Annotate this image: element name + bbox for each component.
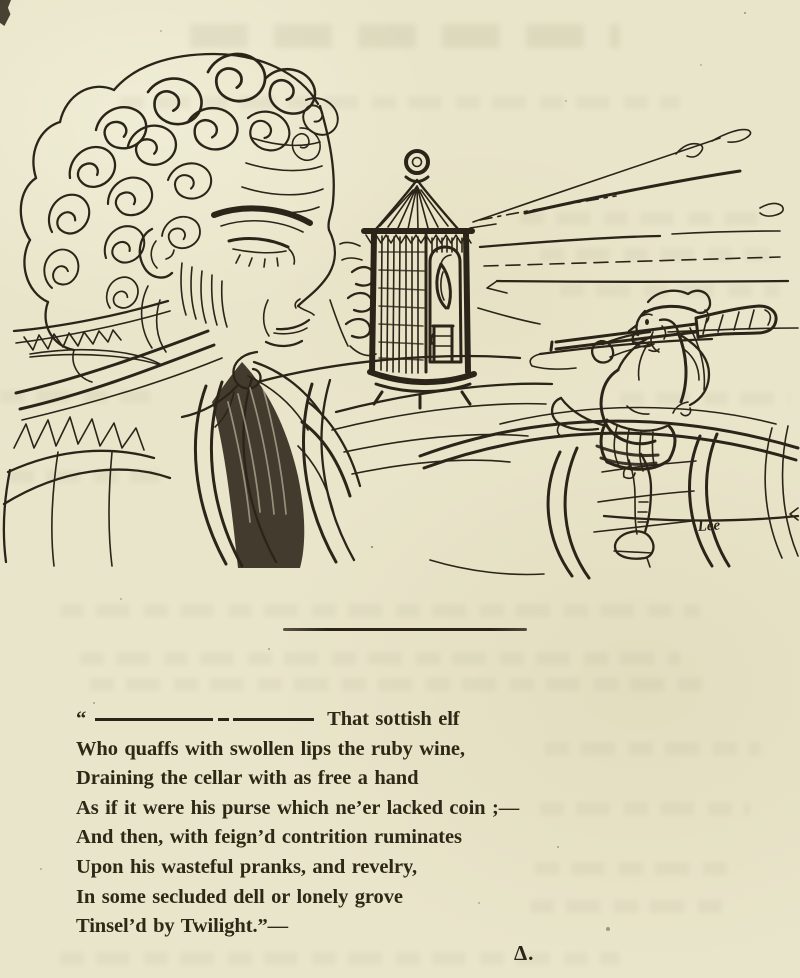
bleedthrough-smudge bbox=[530, 900, 730, 913]
man-eye bbox=[229, 239, 288, 247]
lantern-ring bbox=[406, 151, 428, 173]
man-ear bbox=[140, 229, 172, 278]
poem-line-1-text: That sottish elf bbox=[327, 708, 460, 730]
man-nose bbox=[298, 230, 335, 306]
poem-line-8: Tinsel’d by Twilight.”— bbox=[76, 915, 289, 938]
artist-signature: Lee bbox=[697, 517, 721, 535]
bleedthrough-smudge bbox=[80, 652, 680, 665]
poem-block bbox=[76, 705, 519, 942]
bleedthrough-smudge bbox=[545, 742, 760, 755]
elision-dash-rule bbox=[95, 718, 314, 721]
man-mouth bbox=[277, 320, 309, 329]
bleedthrough-smudge bbox=[540, 802, 750, 815]
poem-line-2: Who quaffs with swollen lips the ruby wine, bbox=[76, 737, 465, 760]
man-shoulder-shadow bbox=[212, 362, 360, 568]
man-hand bbox=[330, 267, 376, 356]
bleedthrough-smudge bbox=[60, 952, 620, 965]
bleedthrough-smudge bbox=[60, 604, 700, 617]
lantern-roof bbox=[364, 180, 472, 243]
elf-figure bbox=[551, 291, 776, 567]
candle-lantern bbox=[340, 151, 496, 408]
elf-arms bbox=[592, 332, 709, 416]
opening-quote-mark: “ bbox=[76, 708, 87, 730]
bleedthrough-smudge bbox=[535, 862, 730, 875]
printer-mark: Δ. bbox=[514, 941, 535, 965]
poem-line-6: Upon his wasteful pranks, and revelry, bbox=[76, 855, 418, 878]
poem-line-5: And then, with feign’d contrition ruminates bbox=[76, 826, 462, 849]
poem-line-7: In some secluded dell or lonely grove bbox=[76, 885, 403, 908]
poem-line-1 bbox=[76, 705, 519, 735]
bleedthrough-smudge bbox=[90, 678, 710, 691]
candle-flame bbox=[437, 255, 451, 308]
poem-line-3: Draining the cellar with as free a hand bbox=[76, 767, 419, 790]
lantern-body bbox=[372, 233, 468, 373]
elf-shoe bbox=[615, 531, 653, 558]
poem-line-4: As if it were his purse which ne’er lacked coin ;— bbox=[76, 796, 520, 819]
section-divider-rule bbox=[283, 628, 527, 631]
lantern-base bbox=[370, 372, 474, 408]
